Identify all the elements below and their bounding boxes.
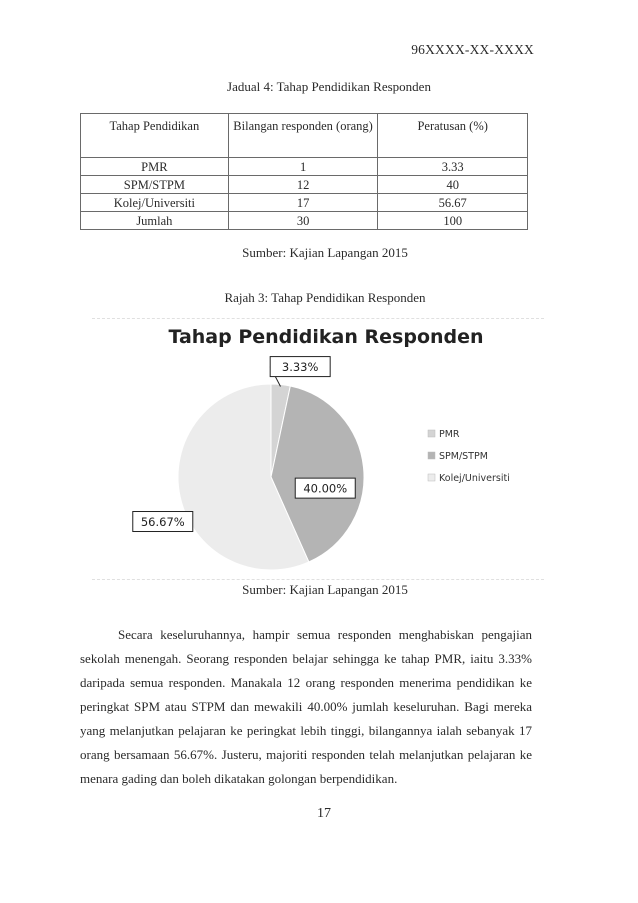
legend-label: PMR [439,429,460,440]
document-id: 96XXXX-XX-XXXX [411,42,534,57]
table-cell: 56.67 [378,194,528,212]
body-paragraph: Secara keseluruhannya, hampir semua responden menghabiskan pengajian sekolah menengah. Seorang responden belajar sehingga ke tahap PMR, iaitu 3.33% daripada semua responden. Manakala 12 orang responden menerima pendidikan ke peringkat SPM atau STPM dan mewakili 40.00% jumlah keseluruhan. Bagi mereka yang melanjutkan pelajaran ke peringkat lebih tinggi, bilangannya ialah sebanyak 17 orang bersamaan 56.67%. Justeru, majoriti responden telah melanjutkan pelajaran ke menara gading dan boleh dikatakan golongan berpendidikan. [80,627,532,786]
table-cell: 100 [378,212,528,230]
legend-swatch [428,452,435,459]
table-cell: 1 [228,158,378,176]
table-row [81,158,528,176]
table-cell: 3.33 [378,158,528,176]
table-total-row [81,212,528,230]
figure-caption: Rajah 3: Tahap Pendidikan Responden [224,290,426,305]
table-cell: SPM/STPM [81,176,229,194]
table-cell: 17 [228,194,378,212]
figure-source: Sumber: Kajian Lapangan 2015 [242,582,408,597]
pie-chart-area [92,318,544,580]
data-label: 40.00% [303,481,348,496]
legend-label: Kolej/Universiti [439,473,510,484]
table-row [81,194,528,212]
page-number: 17 [317,806,331,821]
table-cell: 12 [228,176,378,194]
table-source: Sumber: Kajian Lapangan 2015 [242,245,408,260]
table-cell: Kolej/Universiti [81,194,229,212]
chart-title: Tahap Pendidikan Responden [168,326,484,348]
education-table [80,113,528,230]
table-caption: Jadual 4: Tahap Pendidikan Responden [227,79,431,94]
legend-label: SPM/STPM [439,451,488,462]
data-label: 56.67% [140,515,185,530]
table-header-cell: Peratusan (%) [378,114,528,158]
table-cell: PMR [81,158,229,176]
legend-swatch [428,474,435,481]
pie-chart [92,319,544,579]
table-header-cell: Tahap Pendidikan [81,114,229,158]
legend-swatch [428,430,435,437]
table-cell: 40 [378,176,528,194]
table-row [81,176,528,194]
table-header-row [81,114,528,158]
table-cell: 30 [228,212,378,230]
table-header-cell: Bilangan responden (orang) [228,114,378,158]
table-cell: Jumlah [81,212,229,230]
data-label: 3.33% [281,360,319,375]
